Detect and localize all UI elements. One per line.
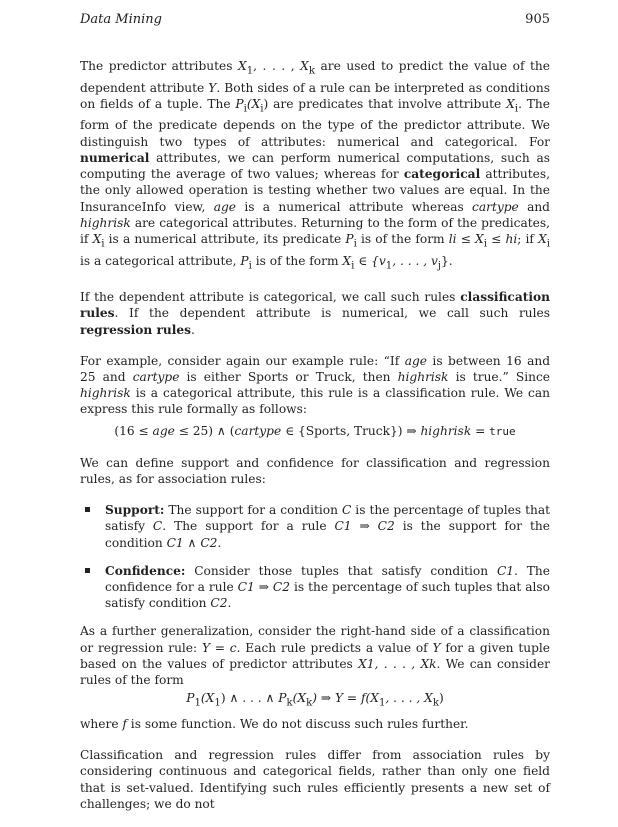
paragraph-generalization: As a further generalization, consider the right-hand side of a classification or regression rule: Y = c. Each rule predicts a value of Y for a given tuple based on the values of predictor attributes X1, . . . , Xk. We can consider rules of the form [80,624,551,688]
equation-classification-rule: (16 ≤ age ≤ 25) ∧ (cartype ∈ {Sports, Truck}) ⇒ highrisk = true [114,423,516,438]
paragraph-function-note: where f is some function. We do not discuss such rules further. [80,716,469,731]
page-header [80,12,550,34]
page-number: 905 [525,12,550,27]
running-head: Data Mining [80,12,162,27]
list-item-confidence: Confidence: Consider those tuples that satisfy condition C1. The confidence for a rule C1 ⇒ C2 is the percentage of such tuples that also satisfy condition C2. [80,563,550,612]
paragraph-rule-types: If the dependent attribute is categorical, we call such rules classification rules. If the dependent attribute is numerical, we call such rules regression rules. [80,290,550,337]
page [80,12,550,827]
list-item-support: Support: The support for a condition C is the percentage of tuples that satisfy C. The support for a rule C1 ⇒ C2 is the support for the condition C1 ∧ C2. [80,502,550,551]
definition-list [80,502,550,611]
paragraph-predictor-attributes: The predictor attributes $X_1$, . . . , $X_k$ are used to predict the value of the dependent attribute Y. Both sides of a rule can be interpreted as conditions on fields of a tuple. The $P_i(X_i)$ are predicates that involve attribute $X_i$. The form of the predicate depends on the type of the predictor attribute. We distinguish two types of attributes: numerical and categorical. For numerical attributes, we can perform numerical computations, such as computing the average of two values; whereas for categorical attributes, the only allowed operation is testing whether two values are equal. In the InsuranceInfo view, age is a numerical attribute whereas cartype and highrisk are categorical attributes. Returning to the form of the predicates, if $X_i$ is a numerical attribute, its predicate $P_i$ is of the form li ≤ $X_i$ ≤ hi; if $X_i$ is a categorical attribute, $P_i$ is of the form $X_i$ ∈ {$v_1$, . . . , $v_j$}. [80,59,550,271]
paragraph-support-confidence-intro: We can define support and confidence for classification and regression rules, as for association rules: [80,455,550,487]
equation-general-rule: $P_1(X_1)$ ∧ . . . ∧ $P_k(X_k)$ ⇒ $Y = f(X_1$, . . . , $X_k$) [186,691,444,709]
paragraph-example-rule: For example, consider again our example rule: “If age is between 16 and 25 and cartype is either Sports or Truck, then highrisk is true.” Since highrisk is a categorical attribute, this rule is a classification rule. We can express this rule formally as follows: [80,353,550,417]
paragraph-comparison: Classification and regression rules differ from association rules by considering continuous and categorical fields, rather than only one field that is set-valued. Identifying such rules efficiently presents a new set of challenges; we do not [80,748,550,811]
